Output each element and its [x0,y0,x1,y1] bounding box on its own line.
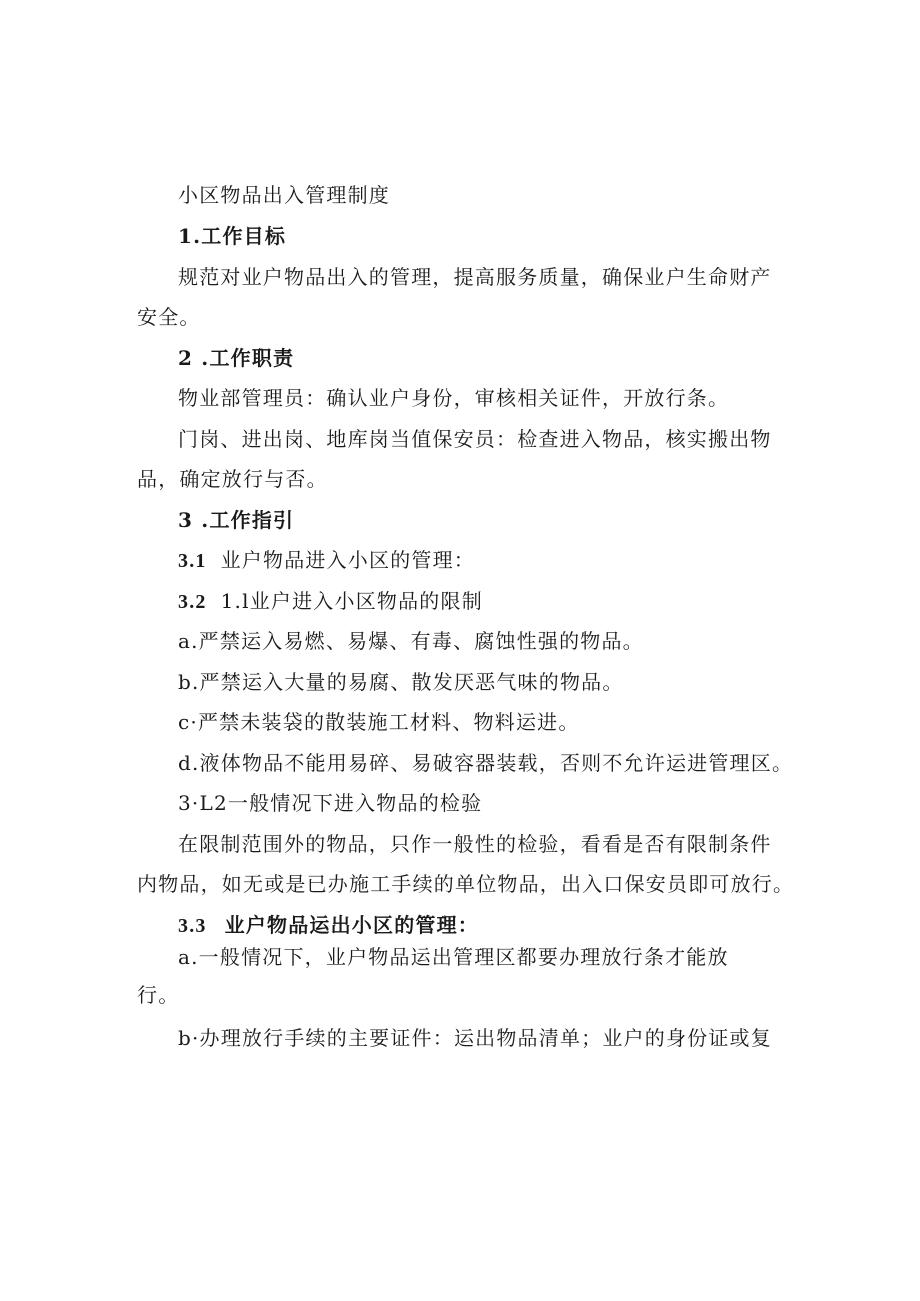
section-1-heading: 1.工作目标 [178,224,287,248]
outbound-item-b: b·办理放行手续的主要证件：运出物品清单；业户的身份证或复 [178,1026,772,1050]
subsection-3-1-number: 3.1 [178,550,207,572]
section-2-paragraph-2-line-2: 品，确定放行与否。 [137,467,328,491]
subsection-3-2-text: 1.l业户进入小区物品的限制 [220,589,483,613]
subsection-3-2-number: 3.2 [178,591,207,613]
section-2-paragraph-2-line-1: 门岗、进出岗、地库岗当值保安员：检查进入物品，核实搬出物 [178,427,772,451]
outbound-item-a-line-2: 行。 [137,983,180,1007]
section-2-heading: 2 .工作职责 [178,346,295,370]
subsection-3-l2-heading: 3·L2一般情况下进入物品的检验 [178,791,483,815]
list-item-b: b.严禁运入大量的易腐、散发厌恶气味的物品。 [178,670,624,694]
subsection-3-3-number: 3.3 [178,915,207,937]
list-item-d: d.液体物品不能用易碎、易破容器装载，否则不允许运进管理区。 [178,751,794,775]
subsection-3-3 [178,911,479,940]
section-3-heading: 3 .工作指引 [178,508,295,532]
section-2-paragraph-1: 物业部管理员：确认业户身份，审核相关证件，开放行条。 [178,386,730,410]
list-item-c: c·严禁未装袋的散装施工材料、物料运进。 [178,710,580,734]
document-title: 小区物品出入管理制度 [178,183,390,207]
subsection-3-2 [178,587,483,616]
subsection-3-1 [178,546,475,575]
outbound-item-a-line-1: a.一般情况下，业户物品运出管理区都要办理放行条才能放 [178,945,729,969]
subsection-3-3-text: 业户物品运出小区的管理： [224,913,480,937]
list-item-a: a.严禁运入易燃、易爆、有毒、腐蚀性强的物品。 [178,629,644,653]
section-1-paragraph-line-1: 规范对业户物品出入的管理，提高服务质量，确保业户生命财产 [178,265,772,289]
subsection-3-l2-paragraph-line-2: 内物品，如无或是已办施工手续的单位物品，出入口保安员即可放行。 [137,872,795,896]
subsection-3-l2-paragraph-line-1: 在限制范围外的物品，只作一般性的检验，看看是否有限制条件 [178,832,772,856]
subsection-3-1-text: 业户物品进入小区的管理： [220,548,476,572]
section-1-paragraph-line-2: 安全。 [137,305,201,329]
